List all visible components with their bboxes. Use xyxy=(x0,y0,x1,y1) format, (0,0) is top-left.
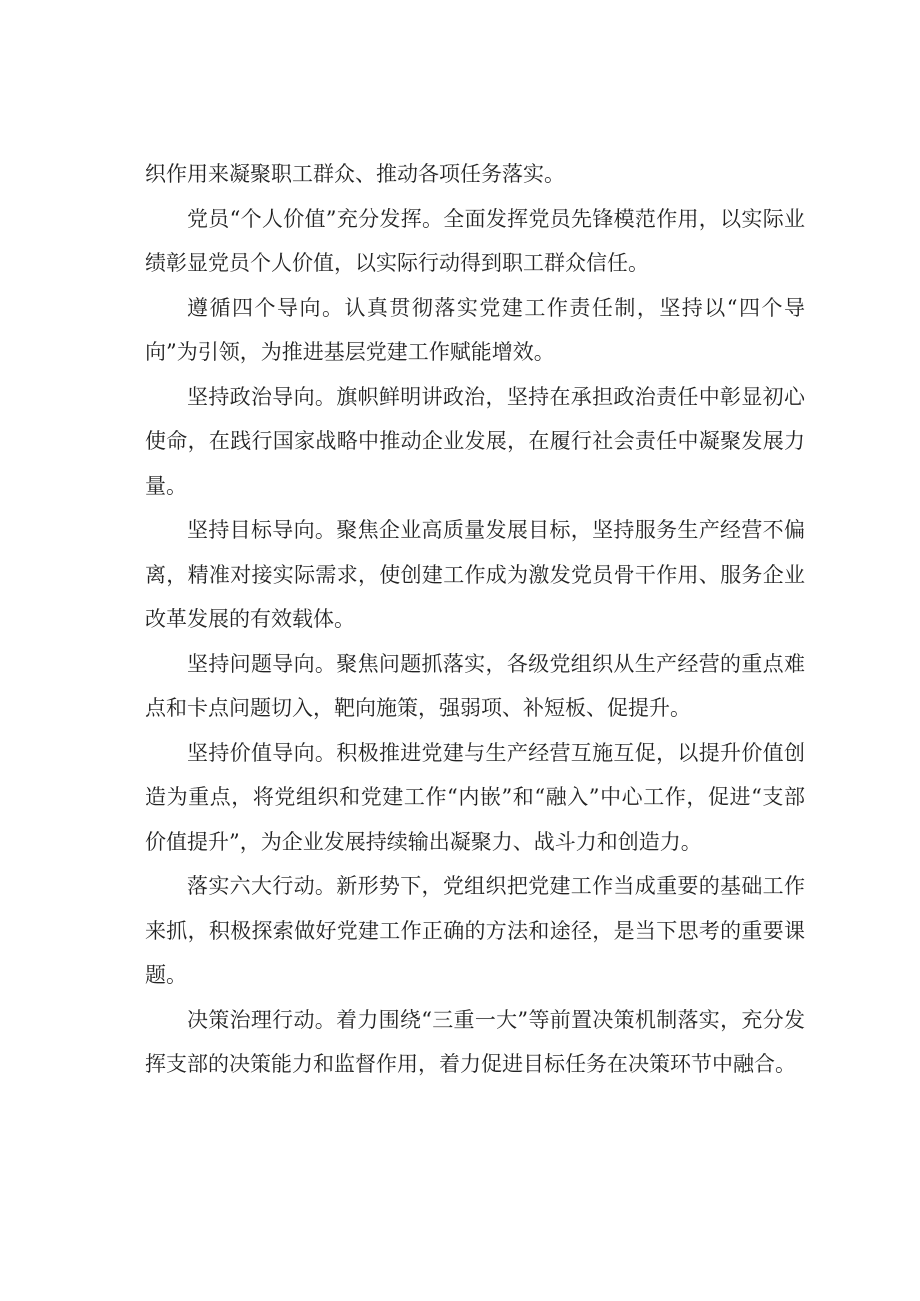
paragraph-4: 坚持目标导向。聚焦企业高质量发展目标，坚持服务生产经营不偏离，精准对接实际需求，使创建工作成为激发党员骨干作用、服务企业改革发展的有效载体。 xyxy=(145,518,805,631)
paragraph-0: 织作用来凝聚职工群众、推动各项任务落实。 xyxy=(145,162,565,186)
paragraph-7: 落实六大行动。新形势下，党组织把党建工作当成重要的基础工作来抓，积极探索做好党建工作正确的方法和途径，是当下思考的重要课题。 xyxy=(145,874,805,987)
paragraph-2: 遵循四个导向。认真贯彻落实党建工作责任制，坚持以“四个导向”为引领，为推进基层党建工作赋能增效。 xyxy=(145,295,805,364)
paragraph-1: 党员“个人价值”充分发挥。全面发挥党员先锋模范作用，以实际业绩彰显党员个人价值，以实际行动得到职工群众信任。 xyxy=(145,206,805,275)
paragraph-5: 坚持问题导向。聚焦问题抓落实，各级党组织从生产经营的重点难点和卡点问题切入，靶向施策，强弱项、补短板、促提升。 xyxy=(145,651,805,720)
paragraph-6: 坚持价值导向。积极推进党建与生产经营互施互促，以提升价值创造为重点，将党组织和党建工作“内嵌”和“融入”中心工作，促进“支部价值提升”，为企业发展持续输出凝聚力、战斗力和创造力。 xyxy=(145,740,805,854)
document-body xyxy=(145,152,805,1087)
paragraph-3: 坚持政治导向。旗帜鲜明讲政治，坚持在承担政治责任中彰显初心使命，在践行国家战略中推动企业发展，在履行社会责任中凝聚发展力量。 xyxy=(145,384,805,498)
paragraph-8: 决策治理行动。着力围绕“三重一大”等前置决策机制落实，充分发挥支部的决策能力和监督作用，着力促进目标任务在决策环节中融合。 xyxy=(145,1007,805,1076)
